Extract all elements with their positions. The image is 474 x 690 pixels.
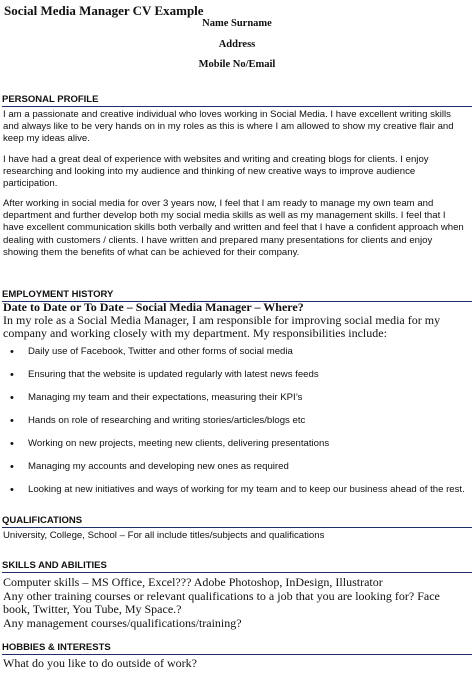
section-heading-skills: SKILLS AND ABILITIES	[2, 560, 472, 573]
section-heading-employment-history: EMPLOYMENT HISTORY	[2, 289, 472, 302]
address-line: Address	[218, 39, 256, 50]
list-item: • Hands on role of researching and writing stories/articles/blogs etc	[28, 415, 468, 427]
list-item: • Managing my team and their expectations, measuring their KPI’s	[28, 392, 468, 404]
list-item: • Managing my accounts and developing new ones as required	[28, 461, 468, 473]
document-title: Social Media Manager CV Example	[4, 3, 204, 18]
list-item: • Working on new projects, meeting new clients, delivering presentations	[28, 438, 468, 450]
name-line: Name Surname	[202, 18, 272, 29]
profile-paragraph-3: After working in social media for over 3 years now, I feel that I am ready to manage my own team and department and further develop both my social media skills as well as my management skills. I feel that I have excellent communication skills both verbally and written and feel that I have a confident approach when dealing with customers / clients. I have written and prepared many presentations for clients and enjoy showing them the benefits of what can be achieved for their company.	[3, 198, 464, 258]
qualifications-text: University, College, School – For all include titles/subjects and qualifications	[3, 530, 325, 541]
profile-paragraph-1: I am a passionate and creative individual who loves working in Social Media. I have excellent writing skills and always like to be very hands on in my roles as this is where I am allowed to show my creative flair and keep my ideas alive.	[3, 109, 454, 145]
profile-paragraph-2: I have had a great deal of experience with websites and writing and creating blogs for clients. I enjoy researching and looking into my audience and thinking of new creative ways to improve audience participation.	[3, 154, 429, 190]
list-item: • Daily use of Facebook, Twitter and other forms of social media	[28, 346, 468, 358]
section-heading-personal-profile: PERSONAL PROFILE	[2, 94, 472, 107]
job-title: Date to Date or To Date – Social Media Manager – Where?	[3, 300, 304, 314]
list-item: • Ensuring that the website is updated regularly with latest news feeds	[28, 369, 468, 381]
list-item: • Looking at new initiatives and ways of working for my team and to keep our business ahead of the rest.	[28, 484, 468, 496]
hobbies-text: What do you like to do outside of work?	[3, 656, 197, 670]
section-heading-hobbies: HOBBIES & INTERESTS	[2, 642, 472, 655]
contact-line: Mobile No/Email	[198, 59, 276, 70]
job-intro: In my role as a Social Media Manager, I am responsible for improving social media for my company and working closely with my department. My responsibilities include:	[3, 313, 441, 341]
skills-line-1: Computer skills – MS Office, Excel??? Adobe Photoshop, InDesign, Illustrator	[3, 575, 383, 589]
skills-line-2: Any other training courses or relevant qualifications to a job that you are looking for? Face book, Twitter, You Tube, My Space.?	[3, 589, 440, 617]
skills-line-3: Any management courses/qualifications/training?	[3, 616, 242, 630]
section-heading-qualifications: QUALIFICATIONS	[2, 515, 472, 528]
